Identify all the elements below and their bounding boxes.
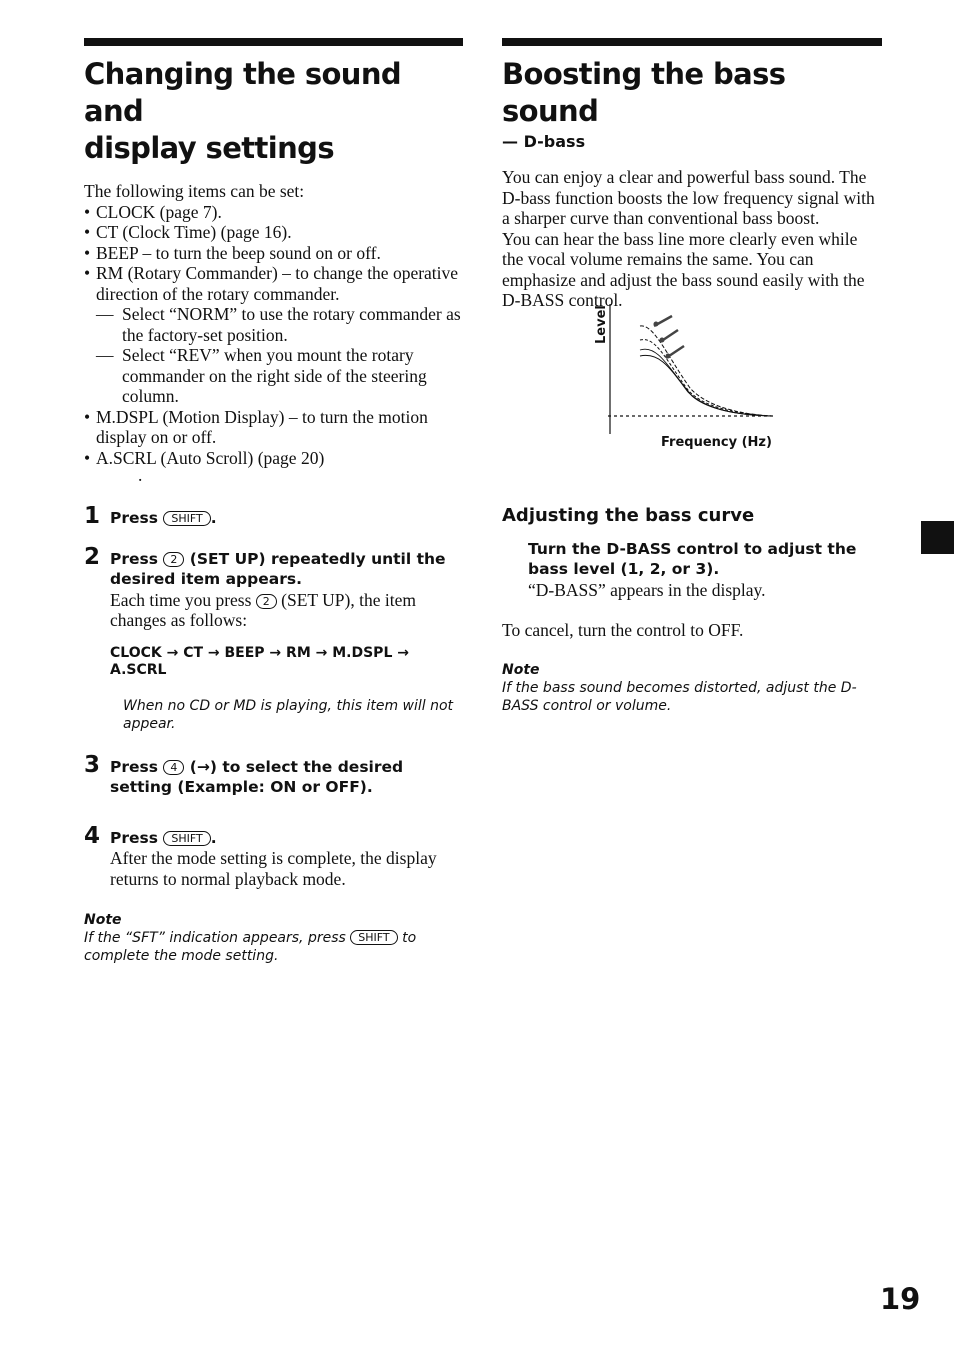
step-instruction bbox=[110, 757, 440, 798]
step-3 bbox=[84, 751, 463, 798]
paragraph: You can enjoy a clear and powerful bass sound. The D-bass function boosts the low frequency signal with a sharper curve than conventional bass boost. bbox=[502, 167, 875, 228]
step-body-text: (SET UP), the item changes as follows: bbox=[110, 589, 416, 630]
section-rule bbox=[84, 38, 463, 46]
step-number: 1 bbox=[84, 503, 101, 529]
bass-curve-svg bbox=[588, 298, 788, 456]
section-title bbox=[84, 56, 463, 167]
subsection-title: Adjusting the bass curve bbox=[502, 504, 755, 526]
shift-key: SHIFT bbox=[350, 930, 397, 945]
section-rule bbox=[502, 38, 882, 46]
shift-key: SHIFT bbox=[163, 831, 210, 846]
step-number: 4 bbox=[84, 822, 101, 849]
note-text-b: to complete the mode setting. bbox=[84, 930, 417, 964]
section-title: Boosting the bass sound bbox=[502, 57, 786, 128]
step-press: Press bbox=[110, 549, 158, 568]
step-number: 2 bbox=[84, 543, 101, 570]
left-column bbox=[84, 38, 463, 965]
key-2: 2 bbox=[163, 552, 184, 567]
step-press: Press bbox=[110, 509, 158, 527]
page-number: 19 bbox=[880, 1282, 921, 1316]
step-press: Press bbox=[110, 757, 158, 776]
key-2: 2 bbox=[256, 594, 277, 609]
note-text bbox=[84, 929, 463, 965]
sub-list-item: — Select “REV” when you mount the rotary commander on the right side of the steering column. bbox=[96, 345, 427, 406]
stray-dot: . bbox=[138, 465, 143, 485]
list-item: • RM (Rotary Commander) – to change the operative direction of the rotary commander. bbox=[84, 263, 463, 304]
sub-list-text: Select “REV” when you mount the rotary commander on the right side of the steering column. bbox=[122, 345, 427, 406]
note-block bbox=[84, 911, 463, 965]
title-line-2: display settings bbox=[84, 131, 334, 165]
step-note: When no CD or MD is playing, this item will not appear. bbox=[123, 697, 454, 732]
cancel-text: To cancel, turn the control to OFF. bbox=[502, 620, 744, 640]
note-block bbox=[502, 661, 882, 715]
step-text: to select the desired setting (Example: ON or OFF). bbox=[110, 757, 404, 796]
title-line-1: Changing the sound and bbox=[84, 57, 402, 128]
list-item: • CT (Clock Time) (page 16). bbox=[84, 222, 463, 243]
list-item: • BEEP – to turn the beep sound on or off. bbox=[84, 243, 463, 264]
paragraph: You can hear the bass line more clearly even while the vocal volume remains the same. You can emphasize and adjust the bass sound easily with the D-BASS control. bbox=[502, 228, 865, 310]
instruction-body: “D-BASS” appears in the display. bbox=[528, 579, 766, 600]
list-item: • M.DSPL (Motion Display) – to turn the motion display on or off. bbox=[84, 407, 463, 448]
x-axis-label: Frequency (Hz) bbox=[661, 435, 772, 450]
sub-list-text: Select “NORM” to use the rotary commander as the factory-set position. bbox=[122, 304, 461, 345]
step-body-text: Each time you press bbox=[110, 589, 252, 610]
step-instruction: Press SHIFT . bbox=[110, 509, 217, 527]
marker-dot bbox=[654, 322, 659, 327]
page-tab-marker bbox=[921, 521, 954, 554]
item-sequence: CLOCK → CT → BEEP → RM → M.DSPL → A.SCRL bbox=[110, 644, 409, 678]
intro-text: The following items can be set: bbox=[84, 181, 305, 201]
step-number: 3 bbox=[84, 751, 101, 778]
note-heading: Note bbox=[502, 661, 540, 678]
step-2 bbox=[84, 543, 463, 733]
instruction-block bbox=[502, 539, 882, 601]
section-subtitle: — D-bass bbox=[502, 132, 586, 151]
marker-dot bbox=[660, 338, 665, 343]
y-axis-label: Level bbox=[594, 305, 609, 344]
list-item: • CLOCK (page 7). bbox=[84, 202, 463, 223]
step-body: After the mode setting is complete, the display returns to normal playback mode. bbox=[110, 848, 437, 889]
instruction: Turn the D-BASS control to adjust the bass level (1, 2, or 3). bbox=[528, 539, 857, 578]
curve-off bbox=[640, 355, 772, 416]
step-text: (SET UP) repeatedly until the desired item appears. bbox=[110, 549, 446, 588]
step-instruction: Press SHIFT . bbox=[110, 828, 217, 847]
marker-dot bbox=[666, 354, 671, 359]
shift-key: SHIFT bbox=[163, 511, 210, 526]
bass-curve-chart bbox=[588, 298, 788, 456]
step-press: Press bbox=[110, 828, 158, 847]
list-item: • A.SCRL (Auto Scroll) (page 20) bbox=[84, 448, 463, 469]
arrow-label: (→) bbox=[189, 757, 217, 776]
step-body bbox=[110, 590, 463, 631]
note-heading: Note bbox=[84, 912, 122, 928]
sub-list-item: — Select “NORM” to use the rotary commander as the factory-set position. bbox=[96, 304, 461, 345]
step-instruction bbox=[110, 549, 463, 590]
key-4: 4 bbox=[163, 760, 184, 775]
step-4 bbox=[84, 822, 463, 890]
note-text: If the bass sound becomes distorted, adjust the D-BASS control or volume. bbox=[502, 679, 857, 714]
step-1 bbox=[84, 503, 463, 529]
note-text-a: If the “SFT” indication appears, press bbox=[84, 930, 346, 946]
